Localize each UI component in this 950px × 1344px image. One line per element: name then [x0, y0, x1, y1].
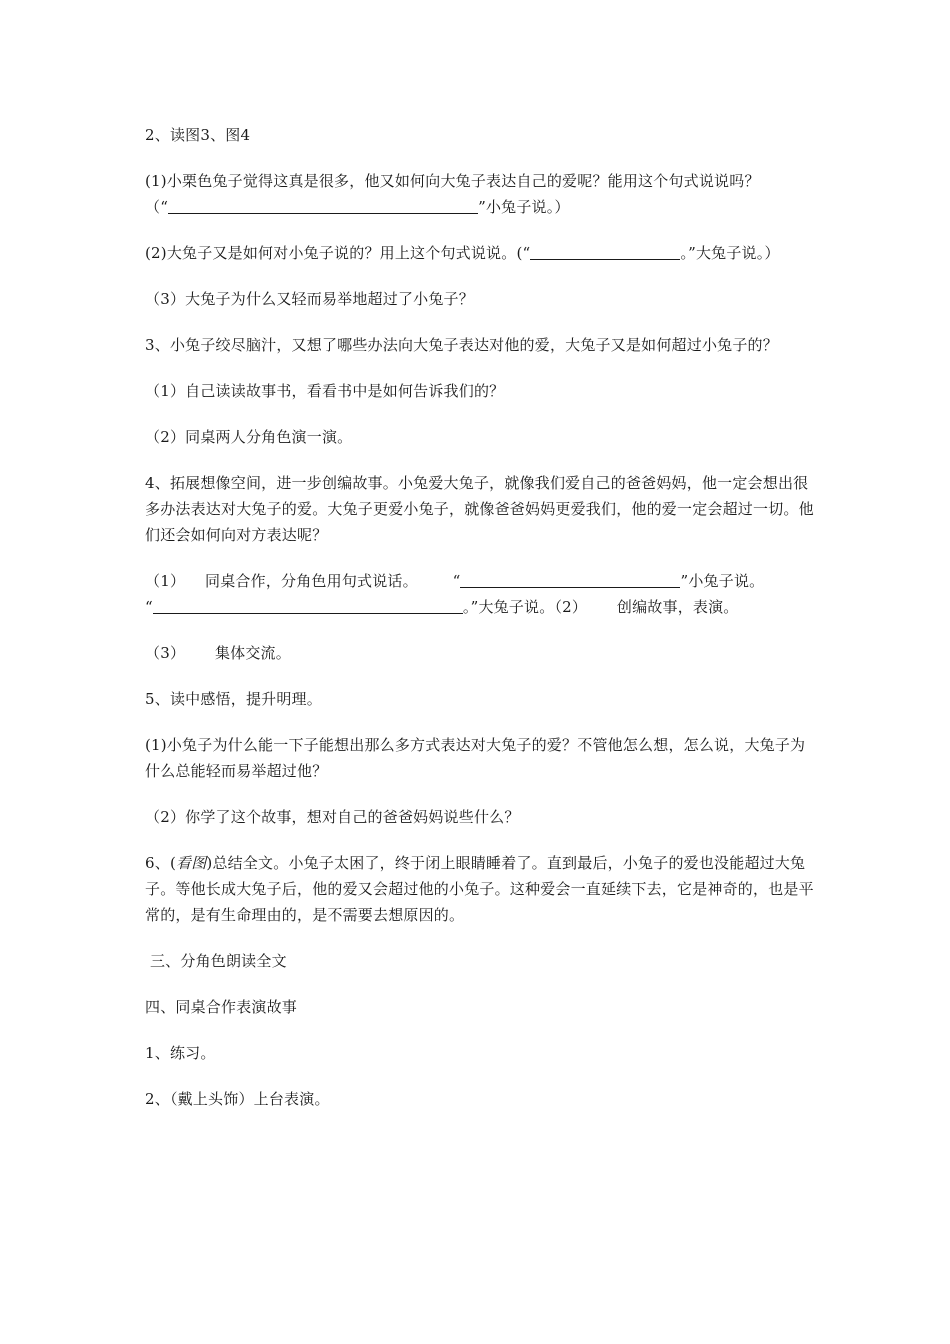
- summary-prefix: 6、(: [145, 854, 176, 872]
- part-three-heading: 三、分角色朗读全文: [145, 952, 287, 970]
- part-four-heading: 四、同桌合作表演故事: [145, 998, 298, 1016]
- activity-text: “: [145, 598, 153, 616]
- section-heading-2: 2、读图3、图4: [145, 126, 251, 144]
- section-heading-3: 3、小兔子绞尽脑汁，又想了哪些办法向大兔子表达对他的爱，大兔子又是如何超过小兔子的？: [145, 336, 778, 354]
- fill-in-blank: [460, 571, 680, 588]
- fill-in-blank: [168, 197, 478, 214]
- question-5-2: （2）你学了这个故事，想对自己的爸爸妈妈说些什么？: [145, 808, 520, 826]
- question-5-1: (1)小兔子为什么能一下子能想出那么多方式表达对大兔子的爱？不管他怎么想，怎么说，大兔子为什么总能轻而易举超过他？: [145, 736, 806, 780]
- question-3-1: （1）自己读读故事书，看看书中是如何告诉我们的？: [145, 382, 505, 400]
- sentence-prefix: （“: [145, 198, 169, 216]
- step-2: 2、（戴上头饰）上台表演。: [145, 1090, 330, 1108]
- summary-text: )总结全文。小兔子太困了，终于闭上眼睛睡着了。直到最后，小兔子的爱也没能超过大兔子。等他长成大兔子后，他的爱又会超过他的小兔子。这种爱会一直延续下去，它是神奇的，也是平常的，是有生命理由的，是不需要去想原因的。: [145, 854, 814, 924]
- sentence-suffix: ”小兔子说。）: [478, 198, 570, 216]
- document-page: [145, 122, 815, 1132]
- section-heading-5: 5、读中感悟，提升明理。: [145, 690, 322, 708]
- question-2-2: [145, 240, 815, 266]
- section-heading-4: 4、拓展想像空间，进一步创编故事。小兔爱大兔子，就像我们爱自己的爸爸妈妈，他一定会想出很多办法表达对大兔子的爱。大兔子更爱小兔子，就像爸爸妈妈更爱我们，他的爱一定会超过一切。他们还会如何向对方表达呢？: [145, 474, 814, 544]
- activity-text: 。”大兔子说。（2） 创编故事，表演。: [462, 598, 739, 616]
- activity-4-list: [145, 568, 815, 620]
- step-1: 1、练习。: [145, 1044, 216, 1062]
- question-2-1: [145, 168, 815, 220]
- question-2-3: （3）大兔子为什么又轻而易举地超过了小兔子？: [145, 290, 474, 308]
- activity-text: （1） 同桌合作，分角色用句式说话。 “: [145, 572, 461, 590]
- section-heading-6: [145, 850, 815, 928]
- question-text: (1)小栗色兔子觉得这真是很多，他又如何向大兔子表达自己的爱呢？能用这个句式说说吗？: [145, 172, 760, 190]
- summary-italic: 看图: [176, 854, 207, 872]
- question-text: (2)大兔子又是如何对小兔子说的？用上这个句式说说。(“: [145, 244, 531, 262]
- sentence-suffix: 。”大兔子说。）: [680, 244, 780, 262]
- fill-in-blank: [153, 597, 463, 614]
- question-3-2: （2）同桌两人分角色演一演。: [145, 428, 353, 446]
- activity-4-3: （3） 集体交流。: [145, 644, 291, 662]
- fill-in-blank: [530, 243, 680, 260]
- activity-text: ”小兔子说。: [680, 572, 765, 590]
